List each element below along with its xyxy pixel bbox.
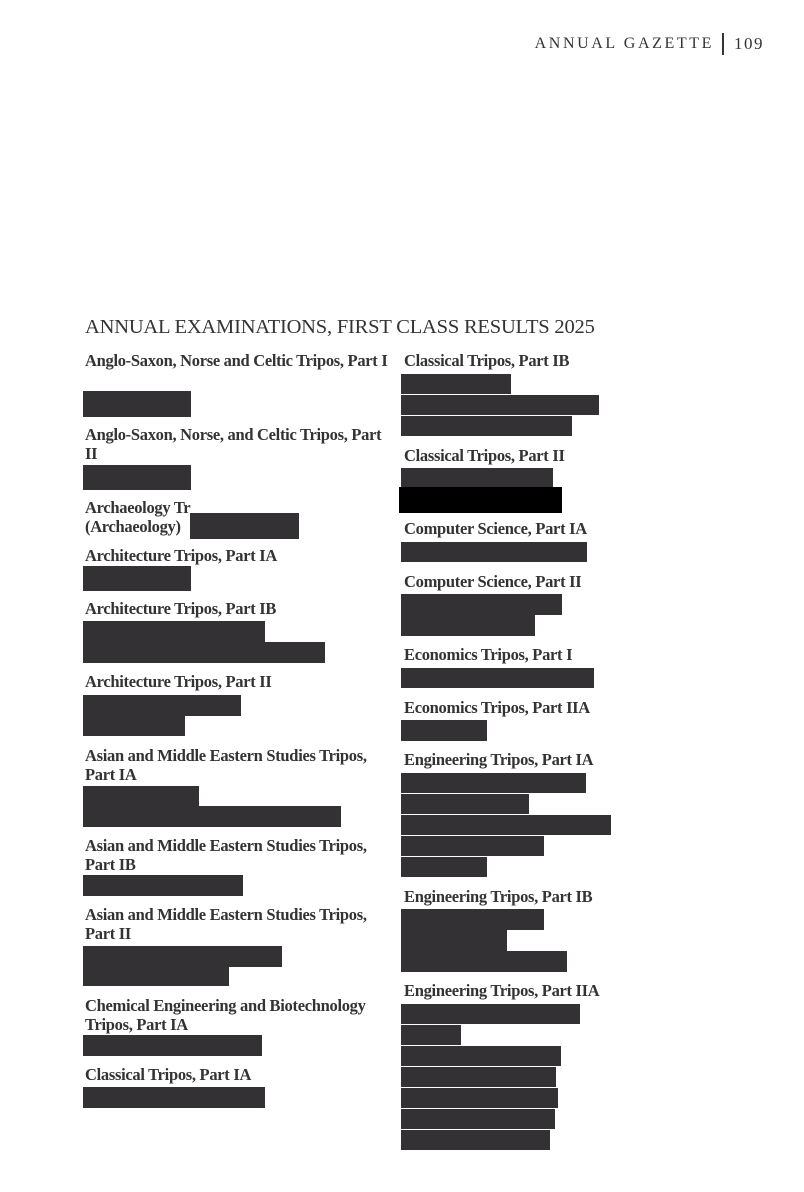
redaction-bar [401, 374, 511, 394]
redaction-bar [190, 513, 299, 539]
redaction-bar [401, 773, 586, 793]
redaction-bar [401, 951, 567, 972]
section-heading: Architecture Tripos, Part II [85, 672, 272, 691]
redaction-bar [83, 566, 191, 591]
redaction-bar [401, 1025, 461, 1045]
redaction-bar [401, 395, 599, 415]
redaction-bar [83, 642, 325, 663]
redaction-bar [399, 487, 562, 513]
running-head-divider [722, 33, 724, 55]
redaction-bar [401, 542, 587, 562]
redaction-bar [83, 391, 191, 417]
section-heading: Classical Tripos, Part IA [85, 1065, 252, 1084]
section-heading: Asian and Middle Eastern Studies Tripos, Part II [85, 905, 367, 943]
redaction-bar [401, 416, 572, 436]
redaction-bar [401, 1004, 580, 1024]
redaction-bar [401, 794, 529, 814]
section-heading: Economics Tripos, Part I [404, 645, 573, 664]
redaction-bar [83, 621, 265, 642]
section-heading-line: Archaeology Tr [85, 498, 191, 517]
redaction-bar [401, 1109, 555, 1129]
redaction-bar [83, 806, 341, 827]
section-heading: Architecture Tripos, Part IB [85, 599, 277, 618]
redaction-bar [83, 946, 282, 967]
redaction-bar [83, 966, 229, 986]
section-heading: Architecture Tripos, Part IA [85, 546, 278, 565]
redaction-bar [401, 468, 553, 488]
redaction-bar [401, 930, 507, 951]
redaction-bar [401, 615, 535, 636]
running-head-title: ANNUAL GAZETTE [534, 35, 714, 52]
section-heading: Computer Science, Part II [404, 572, 582, 591]
section-heading: Chemical Engineering and Biotechnology Tripos, Part IA [85, 996, 366, 1034]
section-heading: Classical Tripos, Part IB [404, 351, 570, 370]
redaction-bar [401, 1130, 550, 1150]
redaction-bar [83, 465, 191, 490]
section-heading: Engineering Tripos, Part IA [404, 750, 594, 769]
redaction-bar [401, 668, 594, 688]
page-number: 109 [734, 34, 764, 53]
section-heading: Anglo-Saxon, Norse, and Celtic Tripos, Part II [85, 425, 382, 463]
page-title: ANNUAL EXAMINATIONS, FIRST CLASS RESULTS 2025 [85, 316, 595, 338]
redaction-bar [401, 1088, 558, 1108]
redaction-bar [83, 875, 243, 896]
running-head [535, 33, 764, 55]
redaction-bar [401, 1067, 556, 1087]
redaction-bar [401, 1046, 561, 1066]
redaction-bar [401, 836, 544, 856]
section-heading: Engineering Tripos, Part IB [404, 887, 593, 906]
redaction-bar [83, 695, 241, 716]
section-heading: Classical Tripos, Part II [404, 446, 565, 465]
redaction-bar [401, 815, 611, 835]
redaction-bar [83, 786, 199, 807]
redaction-bar [83, 716, 185, 736]
section-heading: Asian and Middle Eastern Studies Tripos, Part IA [85, 746, 367, 784]
redaction-bar [401, 909, 544, 930]
redaction-bar [401, 857, 487, 877]
section-heading-line: (Archaeology) [85, 517, 181, 536]
section-heading: Asian and Middle Eastern Studies Tripos, Part IB [85, 836, 367, 874]
section-heading: Engineering Tripos, Part IIA [404, 981, 600, 1000]
redaction-bar [83, 1087, 265, 1108]
redaction-bar [83, 1035, 262, 1056]
section-heading: Economics Tripos, Part IIA [404, 698, 590, 717]
section-heading: Anglo-Saxon, Norse and Celtic Tripos, Part I [85, 351, 388, 370]
redaction-bar [401, 720, 487, 741]
section-heading: Computer Science, Part IA [404, 519, 587, 538]
redaction-bar [401, 594, 562, 615]
